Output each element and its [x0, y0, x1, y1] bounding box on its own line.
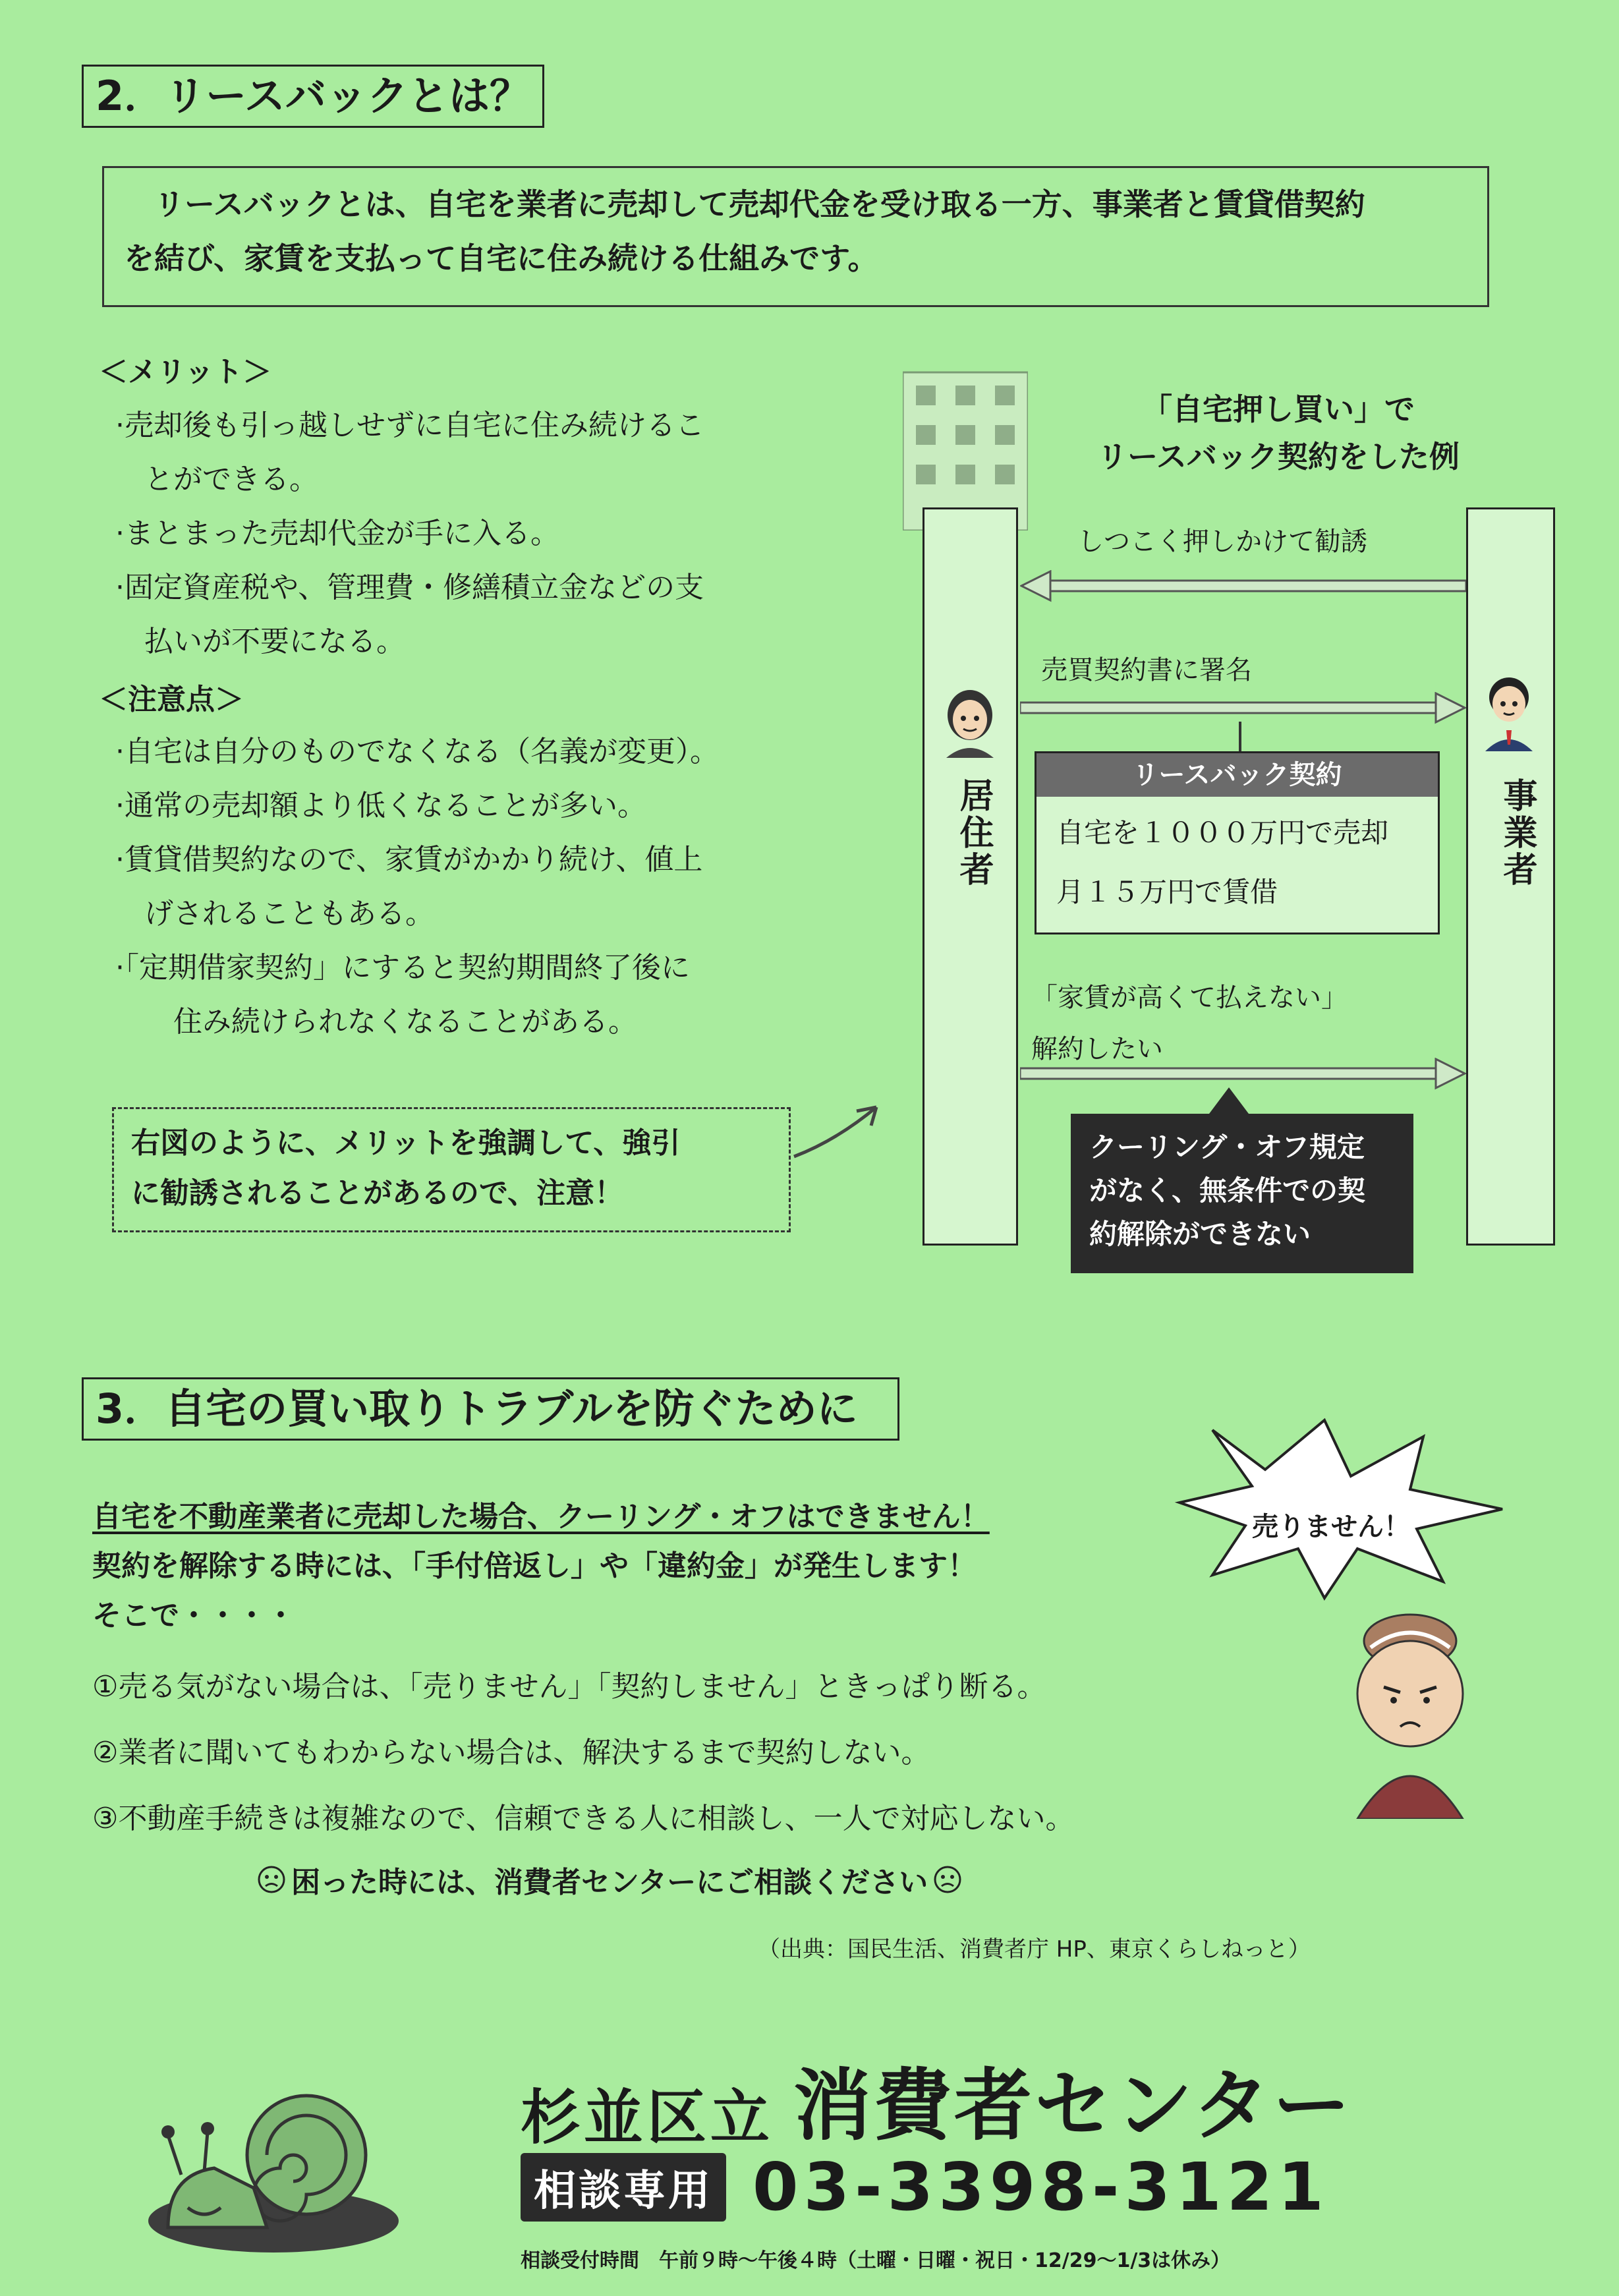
phone-number[interactable]: 03-3398-3121 [753, 2148, 1329, 2225]
step-item: ①売る気がない場合は、「売りません」「契約しません」ときっぱり断る。 [92, 1670, 1046, 1704]
section3-line-2: 契約を解除する時には、「手付倍返し」や「違約金」が発生します！ [92, 1549, 977, 1583]
merit-line: とができる。 [115, 463, 318, 496]
arrow3-label-line-1: 「家賃が高くて払えない」 [1031, 983, 1348, 1013]
business-avatar-icon [1476, 672, 1542, 751]
business-label: 事業者 [1497, 778, 1537, 888]
caution-item [115, 725, 840, 779]
source-note: （出典：国民生活、消費者庁 HP、東京くらしねっと） [758, 1936, 1311, 1963]
cooling-line-2: がなく、無条件での契 [1089, 1174, 1366, 1207]
caution-line: ·通常の売却額より低くなることが多い。 [115, 789, 646, 822]
arrow2-label: 売買契約書に署名 [1041, 655, 1252, 685]
caution-line: ·「定期借家契約」にすると契約期間終了後に [115, 951, 690, 985]
step-item: ③不動産手続きは複雑なので、信頼できる人に相談し、一人で対応しない。 [92, 1802, 1075, 1835]
caution-line: ·自宅は自分のものでなくなる（名義が変更）。 [115, 735, 719, 768]
cautions-list [115, 725, 840, 1049]
diagram-title-line-1: 「自宅押し買い」で [1142, 391, 1415, 427]
arrow-right-icon [1020, 1058, 1466, 1091]
merit-line: 払いが不要になる。 [115, 625, 405, 658]
contract-box [1035, 751, 1440, 934]
merits-heading: ＜メリット＞ [99, 355, 272, 389]
worried-face-icon [257, 1865, 286, 1894]
consult-line [257, 1858, 962, 1901]
caution-item [115, 779, 840, 833]
resident-label: 居住者 [953, 778, 993, 888]
grandmother-illustration-icon [1338, 1601, 1483, 1819]
caution-line: ·賃貸借契約なので、家賃がかかり続け、値上 [115, 843, 703, 876]
consult-text: 困った時には、消費者センターにご相談ください [291, 1866, 928, 1899]
merit-line: ·まとまった売却代金が手に入る。 [115, 517, 559, 550]
arrow1-label: しつこく押しかけて勧誘 [1077, 527, 1367, 557]
diagram-title [1048, 386, 1509, 480]
arrow-right-icon [1020, 692, 1466, 725]
ward-name: 杉並区立 [521, 2083, 774, 2152]
caution-line: げされることもある。 [115, 897, 434, 931]
consult-badge: 相談専用 [521, 2153, 726, 2222]
center-name: 消費者センター [793, 2060, 1353, 2151]
section2-title: 2．リースバックとは？ [82, 65, 544, 128]
pointer-triangle-icon [1209, 1087, 1249, 1114]
warning-line-1: 右図のように、メリットを強調して、強引 [131, 1126, 681, 1160]
definition-box [102, 166, 1489, 307]
steps-list [92, 1654, 1278, 1852]
resident-avatar-icon [937, 685, 1003, 758]
section3-title: 3．自宅の買い取りトラブルを防ぐために [82, 1377, 899, 1441]
step-item: ②業者に聞いてもわからない場合は、解決するまで契約しない。 [92, 1736, 930, 1769]
snail-mascot-icon [142, 2063, 418, 2260]
consult-hours: 相談受付時間 午前９時～午後４時（土曜・日曜・祝日・12/29～1/3は休み） [521, 2249, 1231, 2272]
cooling-line-3: 約解除ができない [1089, 1218, 1311, 1250]
warning-line-2: に勧誘されることがあるので、注意！ [131, 1176, 624, 1210]
definition-line-2: を結び、家賃を支払って自宅に住み続ける仕組みです。 [124, 241, 878, 276]
diagram-title-line-2: リースバック契約をした例 [1097, 439, 1460, 474]
caution-item [115, 833, 840, 941]
speech-text: 売りません！ [1252, 1512, 1410, 1542]
definition-line-1: リースバックとは、自宅を業者に売却して売却代金を受け取る一方、事業者と賃貸借契約 [124, 187, 1365, 222]
arrow3-label-line-2: 解約したい [1031, 1034, 1163, 1064]
caution-line: 住み続けられなくなることがある。 [115, 1005, 637, 1039]
merit-item [115, 561, 827, 669]
merits-list [115, 399, 827, 669]
cooling-line-1: クーリング・オフ規定 [1089, 1131, 1365, 1163]
contract-line-1: 自宅を１０００万円で売却 [1056, 817, 1389, 849]
contract-title: リースバック契約 [1037, 753, 1438, 797]
warning-box [112, 1107, 791, 1232]
worried-face-icon [933, 1865, 962, 1894]
section3-line-3: そこで・・・・ [92, 1599, 295, 1632]
merit-item [115, 507, 827, 561]
pointer-arrow-icon [791, 1094, 890, 1166]
merit-line: ·売却後も引っ越しせずに自宅に住み続けるこ [115, 409, 704, 442]
cautions-heading: ＜注意点＞ [99, 683, 244, 716]
section3-line-1: 自宅を不動産業者に売却した場合、クーリング・オフはできません！ [92, 1500, 990, 1534]
phone-row [521, 2148, 1329, 2225]
center-name-row [521, 2043, 1353, 2155]
arrow-left-icon [1020, 570, 1466, 603]
merit-item [115, 399, 827, 507]
merit-line: ·固定資産税や、管理費・修繕積立金などの支 [115, 571, 704, 604]
contract-line-2: 月１５万円で賃借 [1056, 876, 1278, 908]
cooling-off-box [1071, 1114, 1413, 1273]
caution-item [115, 941, 840, 1049]
building-icon [903, 366, 942, 531]
